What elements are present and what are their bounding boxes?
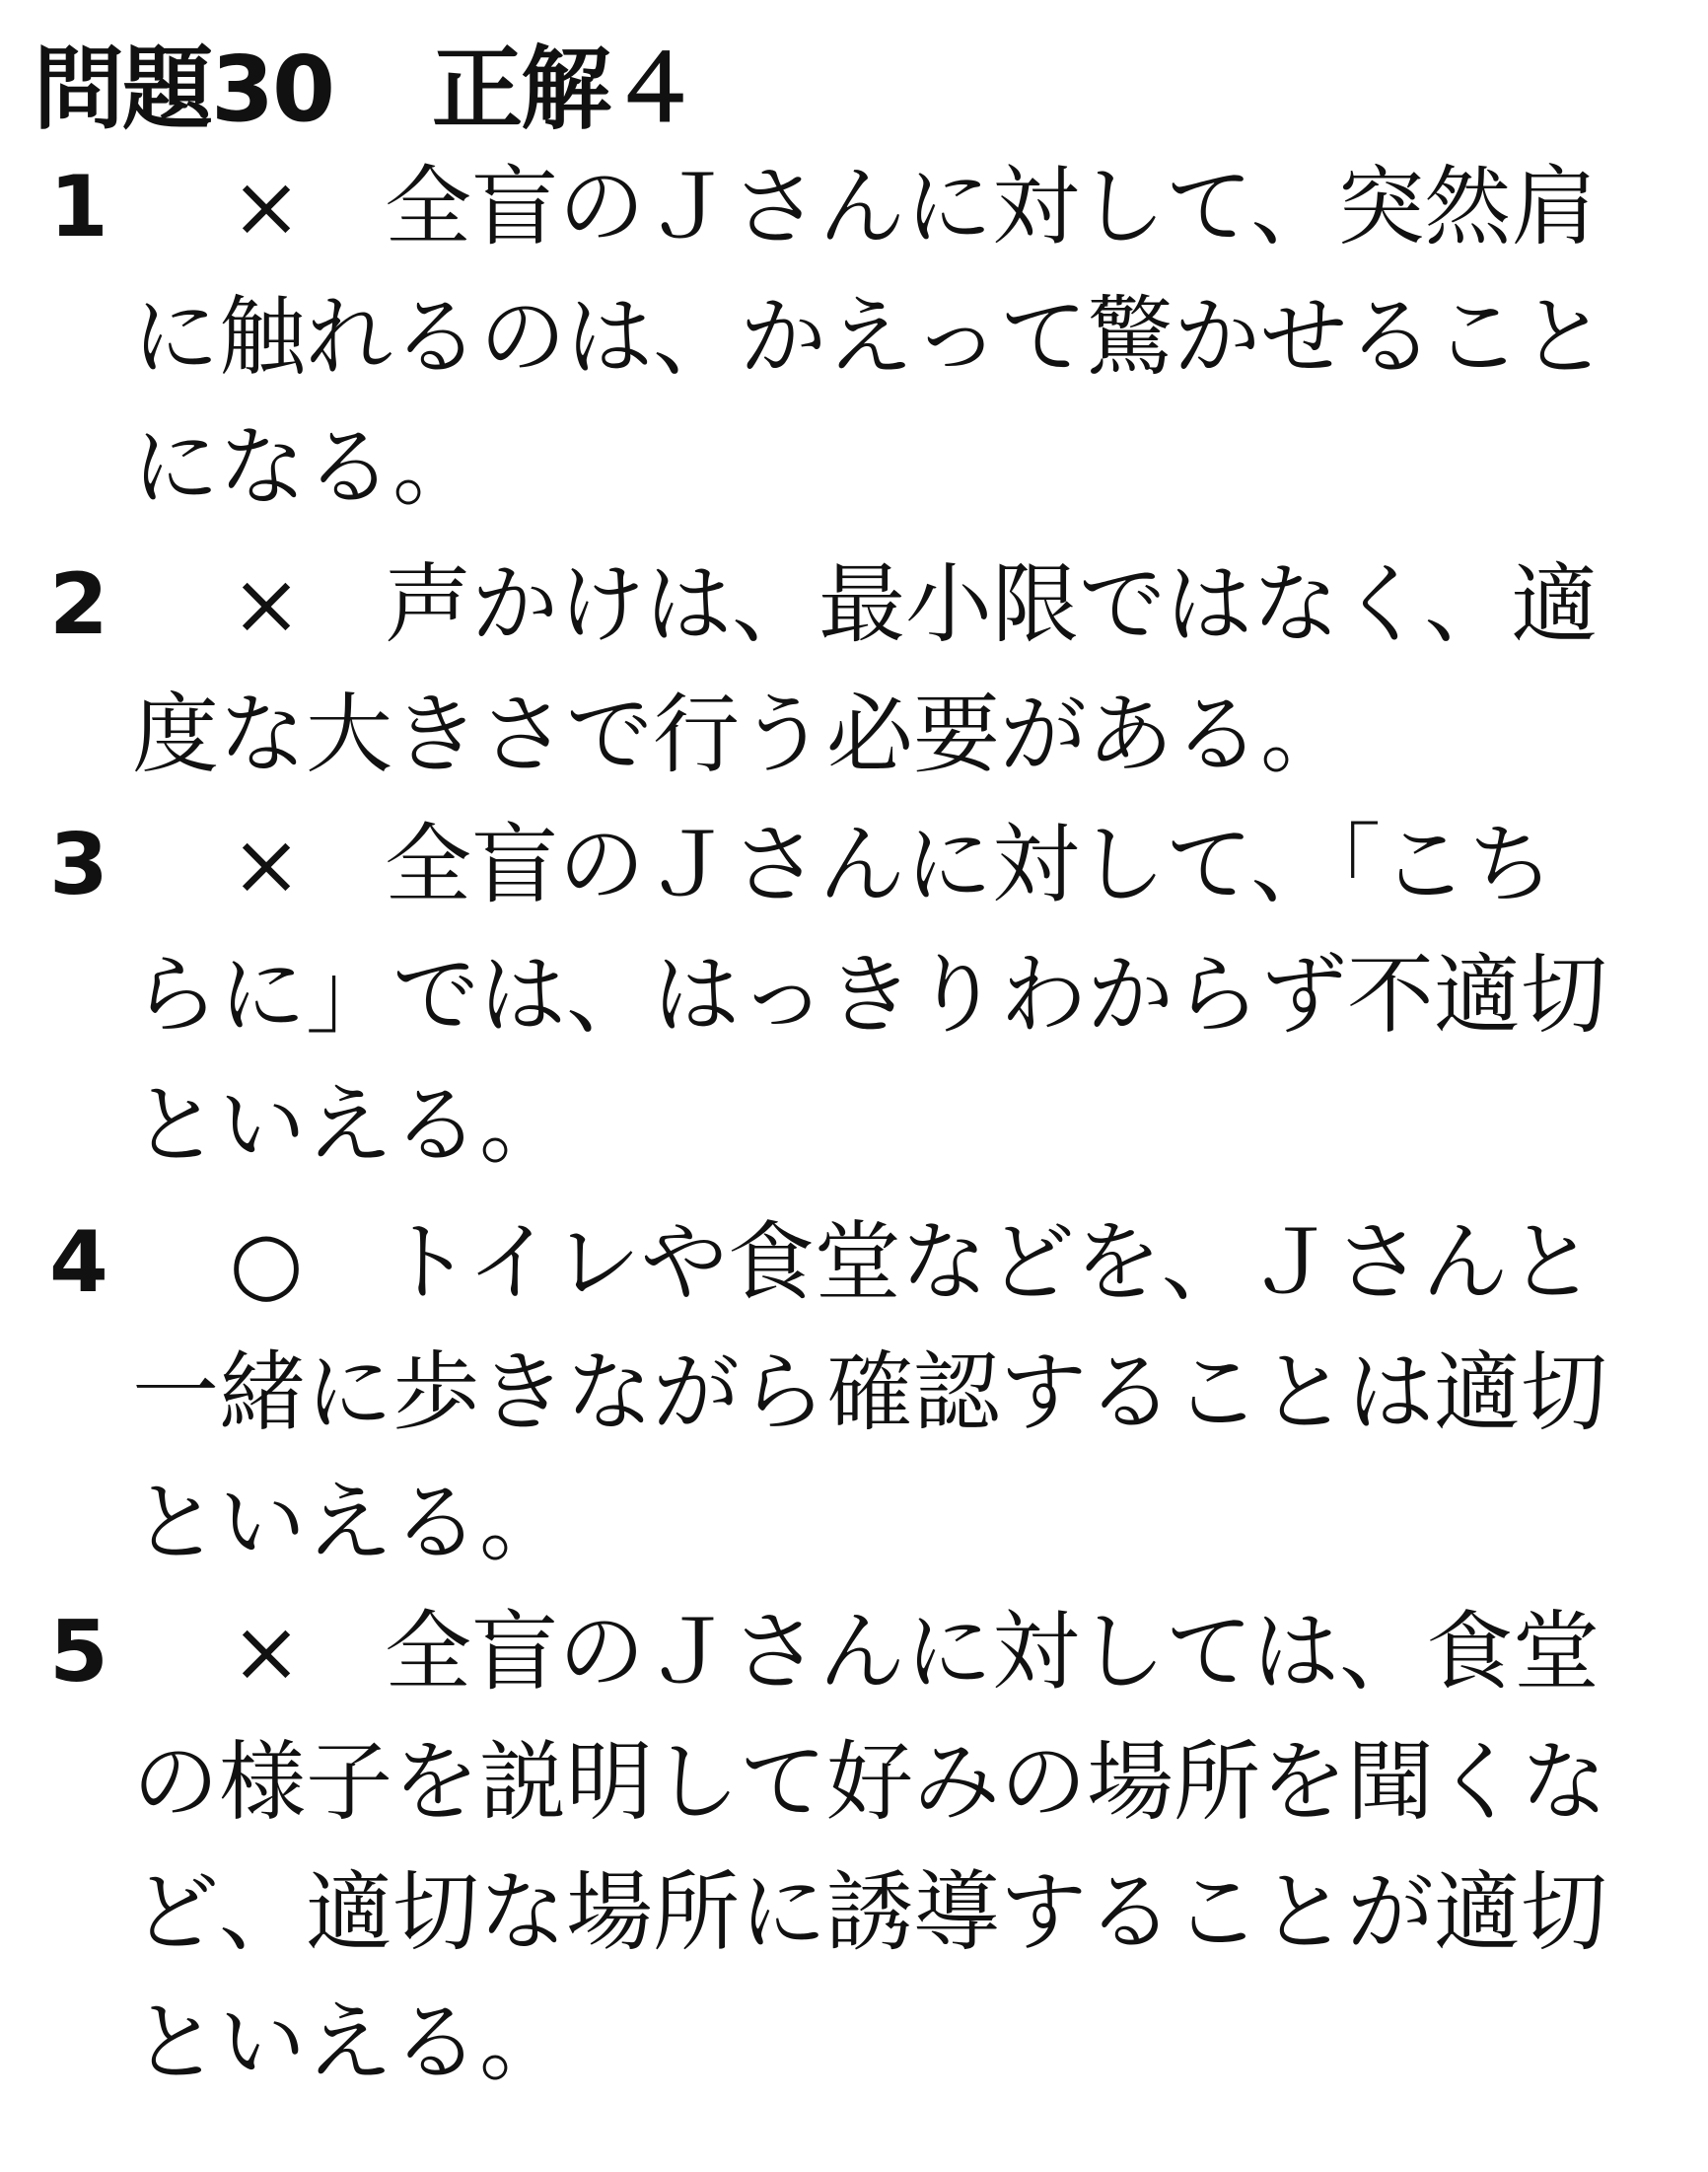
item-mark: × <box>230 555 303 654</box>
item-number: 3 <box>49 816 108 914</box>
correct-answer: 正解４ <box>432 36 699 142</box>
item-text-line: 声かけは、最小限ではなく、適 <box>385 553 1599 655</box>
item-number: 5 <box>49 1603 108 1701</box>
item-number: 1 <box>49 158 108 256</box>
item-text-line: 全盲のＪさんに対しては、食堂 <box>385 1601 1601 1702</box>
question-number: 問題30 <box>34 36 334 142</box>
item-text-line: 度な大きさで行う必要がある。 <box>132 684 1348 785</box>
item-mark: × <box>230 816 303 914</box>
item-text-line: 全盲のＪさんに対して、「こち <box>385 814 1555 915</box>
item-text-line: ど、適切な場所に誘導することが適切 <box>132 1861 1608 1963</box>
item-text-line: らに」では、はっきりわからず不適切 <box>132 944 1608 1046</box>
item-text-line: といえる。 <box>132 1074 567 1176</box>
page-heading <box>34 28 699 142</box>
item-text-line: になる。 <box>132 416 480 518</box>
item-text-line: といえる。 <box>132 1472 567 1573</box>
item-mark: ○ <box>229 1213 304 1312</box>
item-text-line: といえる。 <box>132 1991 567 2093</box>
item-number: 4 <box>49 1213 108 1312</box>
item-text-line: 全盲のＪさんに対して、突然肩 <box>385 156 1599 257</box>
item-mark: × <box>230 158 303 256</box>
item-text-line: 一緒に歩きながら確認することは適切 <box>132 1341 1608 1443</box>
item-number: 2 <box>49 555 108 654</box>
item-mark: × <box>230 1603 303 1701</box>
item-text-line: に触れるのは、かえって驚かせること <box>132 286 1608 388</box>
item-text-line: トイレや食堂などを、Ｊさんと <box>385 1211 1596 1313</box>
item-text-line: の様子を説明して好みの場所を聞くな <box>132 1731 1608 1833</box>
